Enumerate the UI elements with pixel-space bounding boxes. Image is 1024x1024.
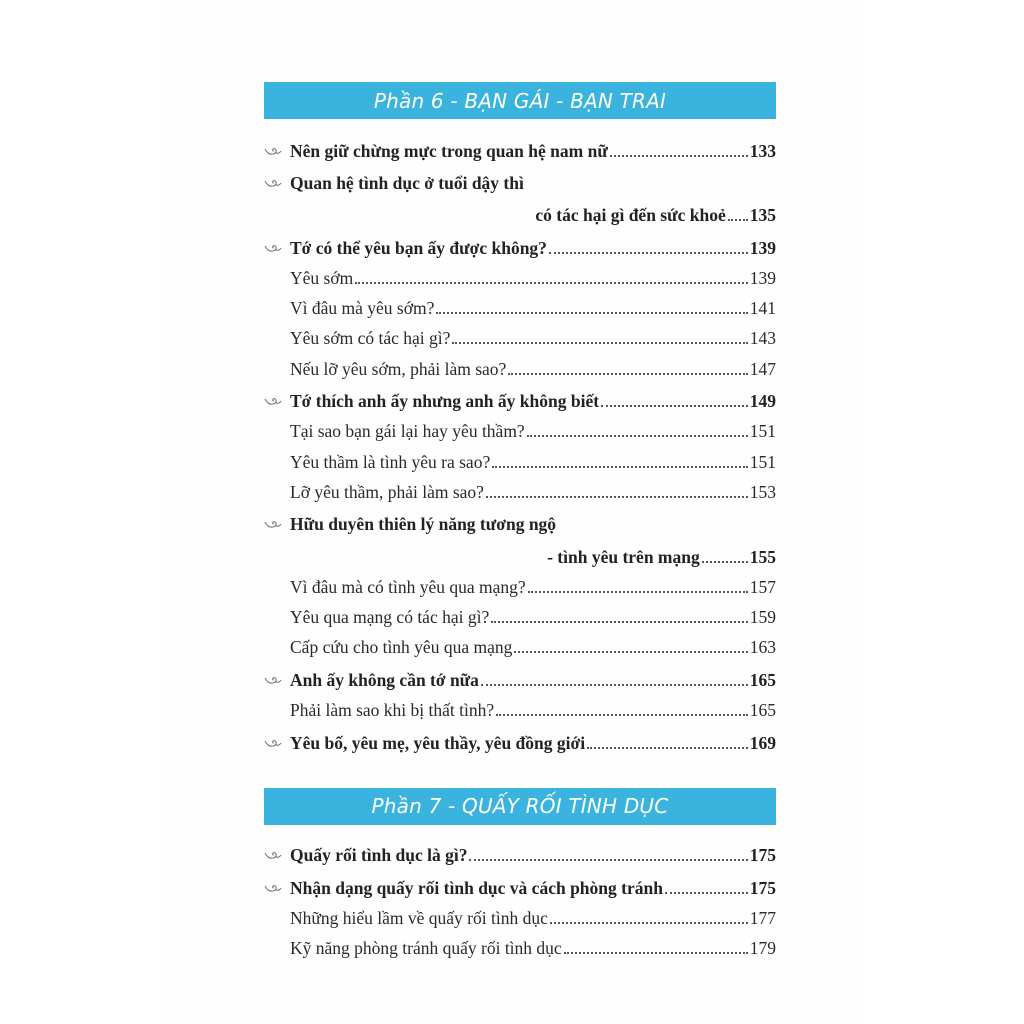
entry-title: Nhận dạng quấy rối tình dục và cách phòng tránh <box>290 877 663 898</box>
dot-leader <box>610 155 748 157</box>
page-number: 155 <box>749 546 776 567</box>
toc-entry[interactable] <box>264 162 776 194</box>
toc-subentry[interactable] <box>264 628 776 658</box>
entry-title: Yêu sớm <box>290 267 354 288</box>
entry-title: Tớ thích anh ấy nhưng anh ấy không biết <box>290 391 600 412</box>
dot-leader <box>508 373 747 375</box>
entry-title: Vì đâu mà yêu sớm? <box>290 298 435 319</box>
dot-leader <box>491 621 748 623</box>
section-header-part-6: Phần 6 - BẠN GÁI - BẠN TRAI <box>264 82 776 119</box>
page-number: 165 <box>749 700 776 721</box>
page-number: 149 <box>749 391 776 412</box>
entry-title: Quấy rối tình dục là gì? <box>290 845 468 866</box>
entry-title: Nên giữ chừng mực trong quan hệ nam nữ <box>290 140 608 161</box>
toc-subentry[interactable] <box>264 473 776 503</box>
entry-title-line-1: Hữu duyên thiên lý năng tương ngộ <box>290 514 557 535</box>
dot-leader <box>528 591 748 593</box>
page-number: 141 <box>749 298 776 319</box>
toc-entry-continuation[interactable] <box>264 194 776 227</box>
swirl-bullet-icon <box>264 519 282 529</box>
entry-title: Yêu sớm có tác hại gì? <box>290 328 451 349</box>
toc-entry[interactable] <box>264 503 776 535</box>
toc-subentry[interactable] <box>264 899 776 929</box>
toc-subentry[interactable] <box>264 598 776 628</box>
entry-title: Những hiểu lầm về quấy rối tình dục <box>290 908 548 929</box>
entry-title: Vì đâu mà có tình yêu qua mạng? <box>290 576 526 597</box>
dot-leader <box>702 561 748 563</box>
dot-leader <box>665 892 748 894</box>
toc-subentry[interactable] <box>264 568 776 598</box>
entry-title: Kỹ năng phòng tránh quấy rối tình dục <box>290 938 562 959</box>
dot-leader <box>514 651 747 653</box>
toc-subentry[interactable] <box>264 289 776 319</box>
dot-leader <box>452 342 747 344</box>
page-number: 133 <box>749 140 776 161</box>
page-number: 175 <box>749 845 776 866</box>
toc-subentry[interactable] <box>264 929 776 959</box>
page-number: 163 <box>749 637 776 658</box>
section-header-part-7: Phần 7 - QUẤY RỐI TÌNH DỤC <box>264 788 776 825</box>
entry-title: Anh ấy không cần tớ nữa <box>290 669 479 690</box>
toc-entry[interactable] <box>264 129 776 162</box>
page-number: 175 <box>749 877 776 898</box>
toc-subentry[interactable] <box>264 259 776 289</box>
swirl-bullet-icon <box>264 243 282 253</box>
table-of-contents <box>264 82 776 959</box>
swirl-bullet-icon <box>264 738 282 748</box>
swirl-bullet-icon <box>264 178 282 188</box>
entry-title: Yêu thầm là tình yêu ra sao? <box>290 451 491 472</box>
entry-title: Phải làm sao khi bị thất tình? <box>290 700 495 721</box>
entry-title: Cấp cứu cho tình yêu qua mạng <box>290 637 513 658</box>
page-number: 139 <box>749 267 776 288</box>
swirl-bullet-icon <box>264 146 282 156</box>
toc-subentry[interactable] <box>264 412 776 442</box>
toc-subentry[interactable] <box>264 349 776 379</box>
swirl-bullet-icon <box>264 883 282 893</box>
page-number: 151 <box>749 451 776 472</box>
entry-title: Yêu bố, yêu mẹ, yêu thầy, yêu đồng giới <box>290 732 586 753</box>
swirl-bullet-icon <box>264 396 282 406</box>
dot-leader <box>492 466 748 468</box>
dot-leader <box>564 952 748 954</box>
toc-entry[interactable] <box>264 658 776 691</box>
entry-title-line-1: Quan hệ tình dục ở tuổi dậy thì <box>290 172 524 193</box>
dot-leader <box>436 312 747 314</box>
entry-title: Nếu lỡ yêu sớm, phải làm sao? <box>290 358 507 379</box>
section-6-entries <box>264 129 776 754</box>
dot-leader <box>496 714 748 716</box>
toc-subentry[interactable] <box>264 442 776 472</box>
entry-title: Yêu qua mạng có tác hại gì? <box>290 607 490 628</box>
toc-entry-continuation[interactable] <box>264 535 776 568</box>
entry-title: Tớ có thể yêu bạn ấy được không? <box>290 237 547 258</box>
page-number: 147 <box>749 358 776 379</box>
toc-entry[interactable] <box>264 380 776 413</box>
dot-leader <box>486 496 748 498</box>
dot-leader <box>601 405 748 407</box>
page-number: 169 <box>749 732 776 753</box>
toc-entry[interactable] <box>264 866 776 899</box>
entry-title: Tại sao bạn gái lại hay yêu thầm? <box>290 421 525 442</box>
page-number: 179 <box>749 938 776 959</box>
dot-leader <box>469 859 747 861</box>
entry-title: Lỡ yêu thầm, phải làm sao? <box>290 482 484 503</box>
toc-entry[interactable] <box>264 226 776 259</box>
dot-leader <box>549 252 748 254</box>
swirl-bullet-icon <box>264 850 282 860</box>
page-number: 153 <box>749 482 776 503</box>
dot-leader <box>355 282 748 284</box>
dot-leader <box>550 922 748 924</box>
page-number: 143 <box>749 328 776 349</box>
page-number: 177 <box>749 908 776 929</box>
dot-leader <box>481 684 748 686</box>
dot-leader <box>587 747 748 749</box>
swirl-bullet-icon <box>264 675 282 685</box>
toc-subentry[interactable] <box>264 319 776 349</box>
section-7-entries <box>264 834 776 960</box>
page-number: 139 <box>749 237 776 258</box>
toc-entry[interactable] <box>264 834 776 867</box>
entry-title-line-2: có tác hại gì đến sức khoẻ <box>535 205 726 225</box>
page-number: 159 <box>749 607 776 628</box>
dot-leader <box>728 219 748 221</box>
page-number: 151 <box>749 421 776 442</box>
toc-entry[interactable] <box>264 721 776 754</box>
page-number: 135 <box>749 205 776 225</box>
entry-title-line-2: - tình yêu trên mạng <box>547 546 700 567</box>
dot-leader <box>527 435 748 437</box>
page-number: 157 <box>749 576 776 597</box>
toc-subentry[interactable] <box>264 691 776 721</box>
page-number: 165 <box>749 669 776 690</box>
